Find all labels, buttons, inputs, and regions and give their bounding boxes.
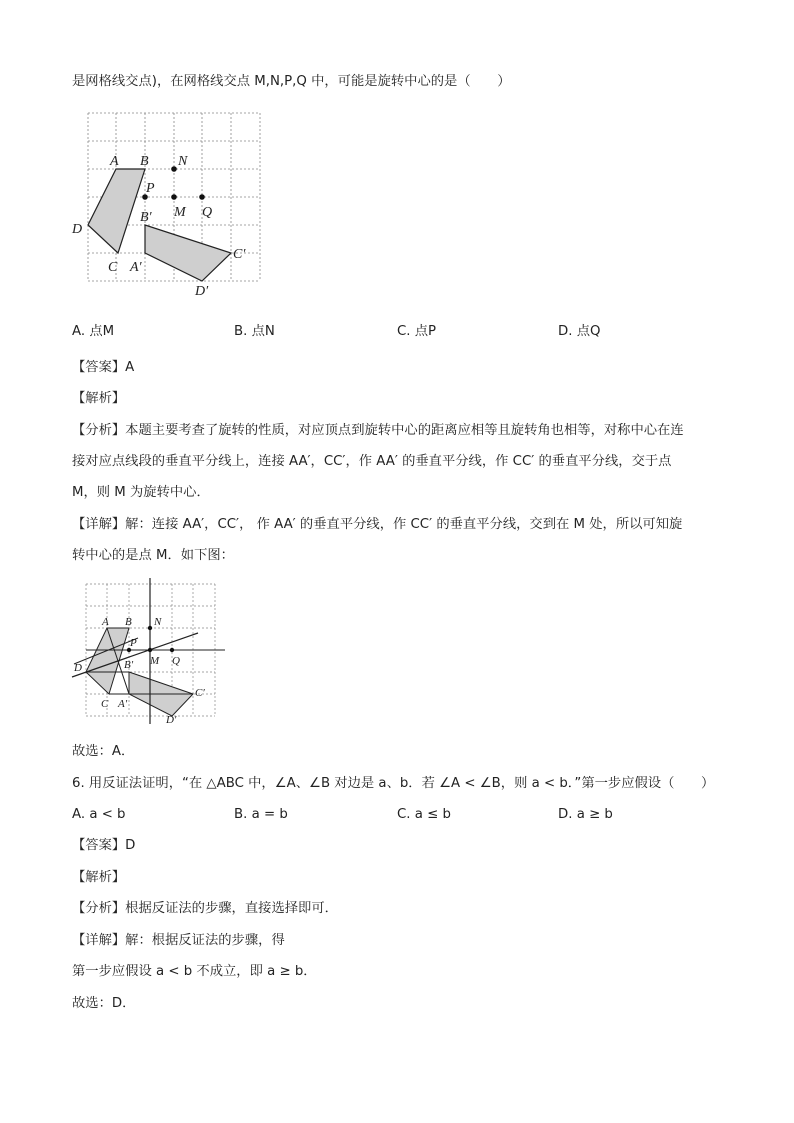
quadrilateral-abcd	[86, 628, 129, 694]
q6-option-a: A. a < b	[72, 807, 126, 822]
option-d: D. 点Q	[558, 324, 601, 339]
label-b-prime: B′	[140, 210, 152, 225]
q6-option-c: C. a ≤ b	[397, 807, 451, 822]
point-m	[171, 194, 177, 200]
point-m	[148, 648, 152, 652]
label-c: C	[101, 698, 109, 710]
rotation-figure-1	[70, 108, 270, 298]
label-b: B	[125, 616, 132, 628]
fenxi-5-line3: M，则 M 为旋转中心．	[72, 485, 210, 500]
label-q: Q	[172, 655, 180, 667]
label-c-prime: C′	[195, 687, 205, 699]
analysis-title-6: 【解析】	[72, 870, 126, 885]
analysis-title-5: 【解析】	[72, 391, 126, 406]
label-b-prime: B′	[124, 659, 134, 671]
option-a: A. 点M	[72, 324, 115, 339]
conclusion-5: 故选：A．	[72, 744, 135, 759]
step-6: 第一步应假设 a < b 不成立，即 a ≥ b．	[72, 964, 317, 979]
label-a: A	[110, 154, 119, 169]
label-c-prime: C′	[233, 247, 246, 262]
label-d: D	[72, 222, 83, 237]
fenxi-5-line2: 接对应点线段的垂直平分线上，连接 AA′，CC′，作 AA′ 的垂直平分线，作 CC′ 的垂直平分线，交于点	[72, 454, 672, 469]
point-n	[148, 626, 152, 630]
label-a-prime: A′	[130, 260, 142, 275]
conclusion-6: 故选：D．	[72, 996, 136, 1011]
label-p: P	[146, 181, 155, 196]
rotation-figure-2	[68, 576, 230, 728]
label-a: A	[102, 616, 109, 628]
fenxi-6: 【分析】根据反证法的步骤，直接选择即可．	[72, 901, 338, 916]
fenxi-5-line1: 【分析】本题主要考查了旋转的性质，对应顶点到旋转中心的距离应相等且旋转角也相等，对称中心在连	[72, 423, 684, 438]
label-d-prime: D′	[195, 284, 209, 298]
label-n: N	[154, 616, 162, 628]
label-d-prime: D′	[166, 714, 177, 726]
point-n	[171, 166, 177, 172]
label-n: N	[178, 154, 188, 169]
label-m: M	[174, 205, 186, 220]
label-c: C	[108, 260, 118, 275]
label-d: D	[74, 662, 82, 674]
point-q	[199, 194, 205, 200]
answer-5: 【答案】A	[72, 360, 135, 375]
xiangjie-6: 【详解】解：根据反证法的步骤，得	[72, 933, 285, 948]
label-a-prime: A′	[118, 698, 128, 710]
label-m: M	[150, 655, 160, 667]
label-b: B	[140, 154, 149, 169]
question-5-stem-tail: 是网格线交点)，在网格线交点 M,N,P,Q 中，可能是旋转中心的是（ ）	[72, 74, 511, 89]
point-q	[170, 648, 174, 652]
question-6-stem: 6. 用反证法证明，“在 △ABC 中，∠A、∠B 对边是 a、b．若 ∠A < ∠B，则 a < b．”第一步应假设（ ）	[72, 776, 715, 791]
q6-option-b: B. a = b	[234, 807, 288, 822]
label-q: Q	[202, 205, 213, 220]
option-c: C. 点P	[397, 324, 437, 339]
quadrilateral-abcd	[88, 169, 145, 253]
option-b: B. 点N	[234, 324, 275, 339]
q6-option-d: D. a ≥ b	[558, 807, 613, 822]
xiangjie-5-line2: 转中心的是点 M．如下图：	[72, 548, 234, 563]
label-p: P	[130, 637, 137, 649]
answer-6: 【答案】D	[72, 838, 136, 853]
quadrilateral-a2b2c2d2	[145, 225, 231, 281]
xiangjie-5-line1: 【详解】解：连接 AA′，CC′， 作 AA′ 的垂直平分线，作 CC′ 的垂直平分线，交到在 M 处，所以可知旋	[72, 517, 683, 532]
